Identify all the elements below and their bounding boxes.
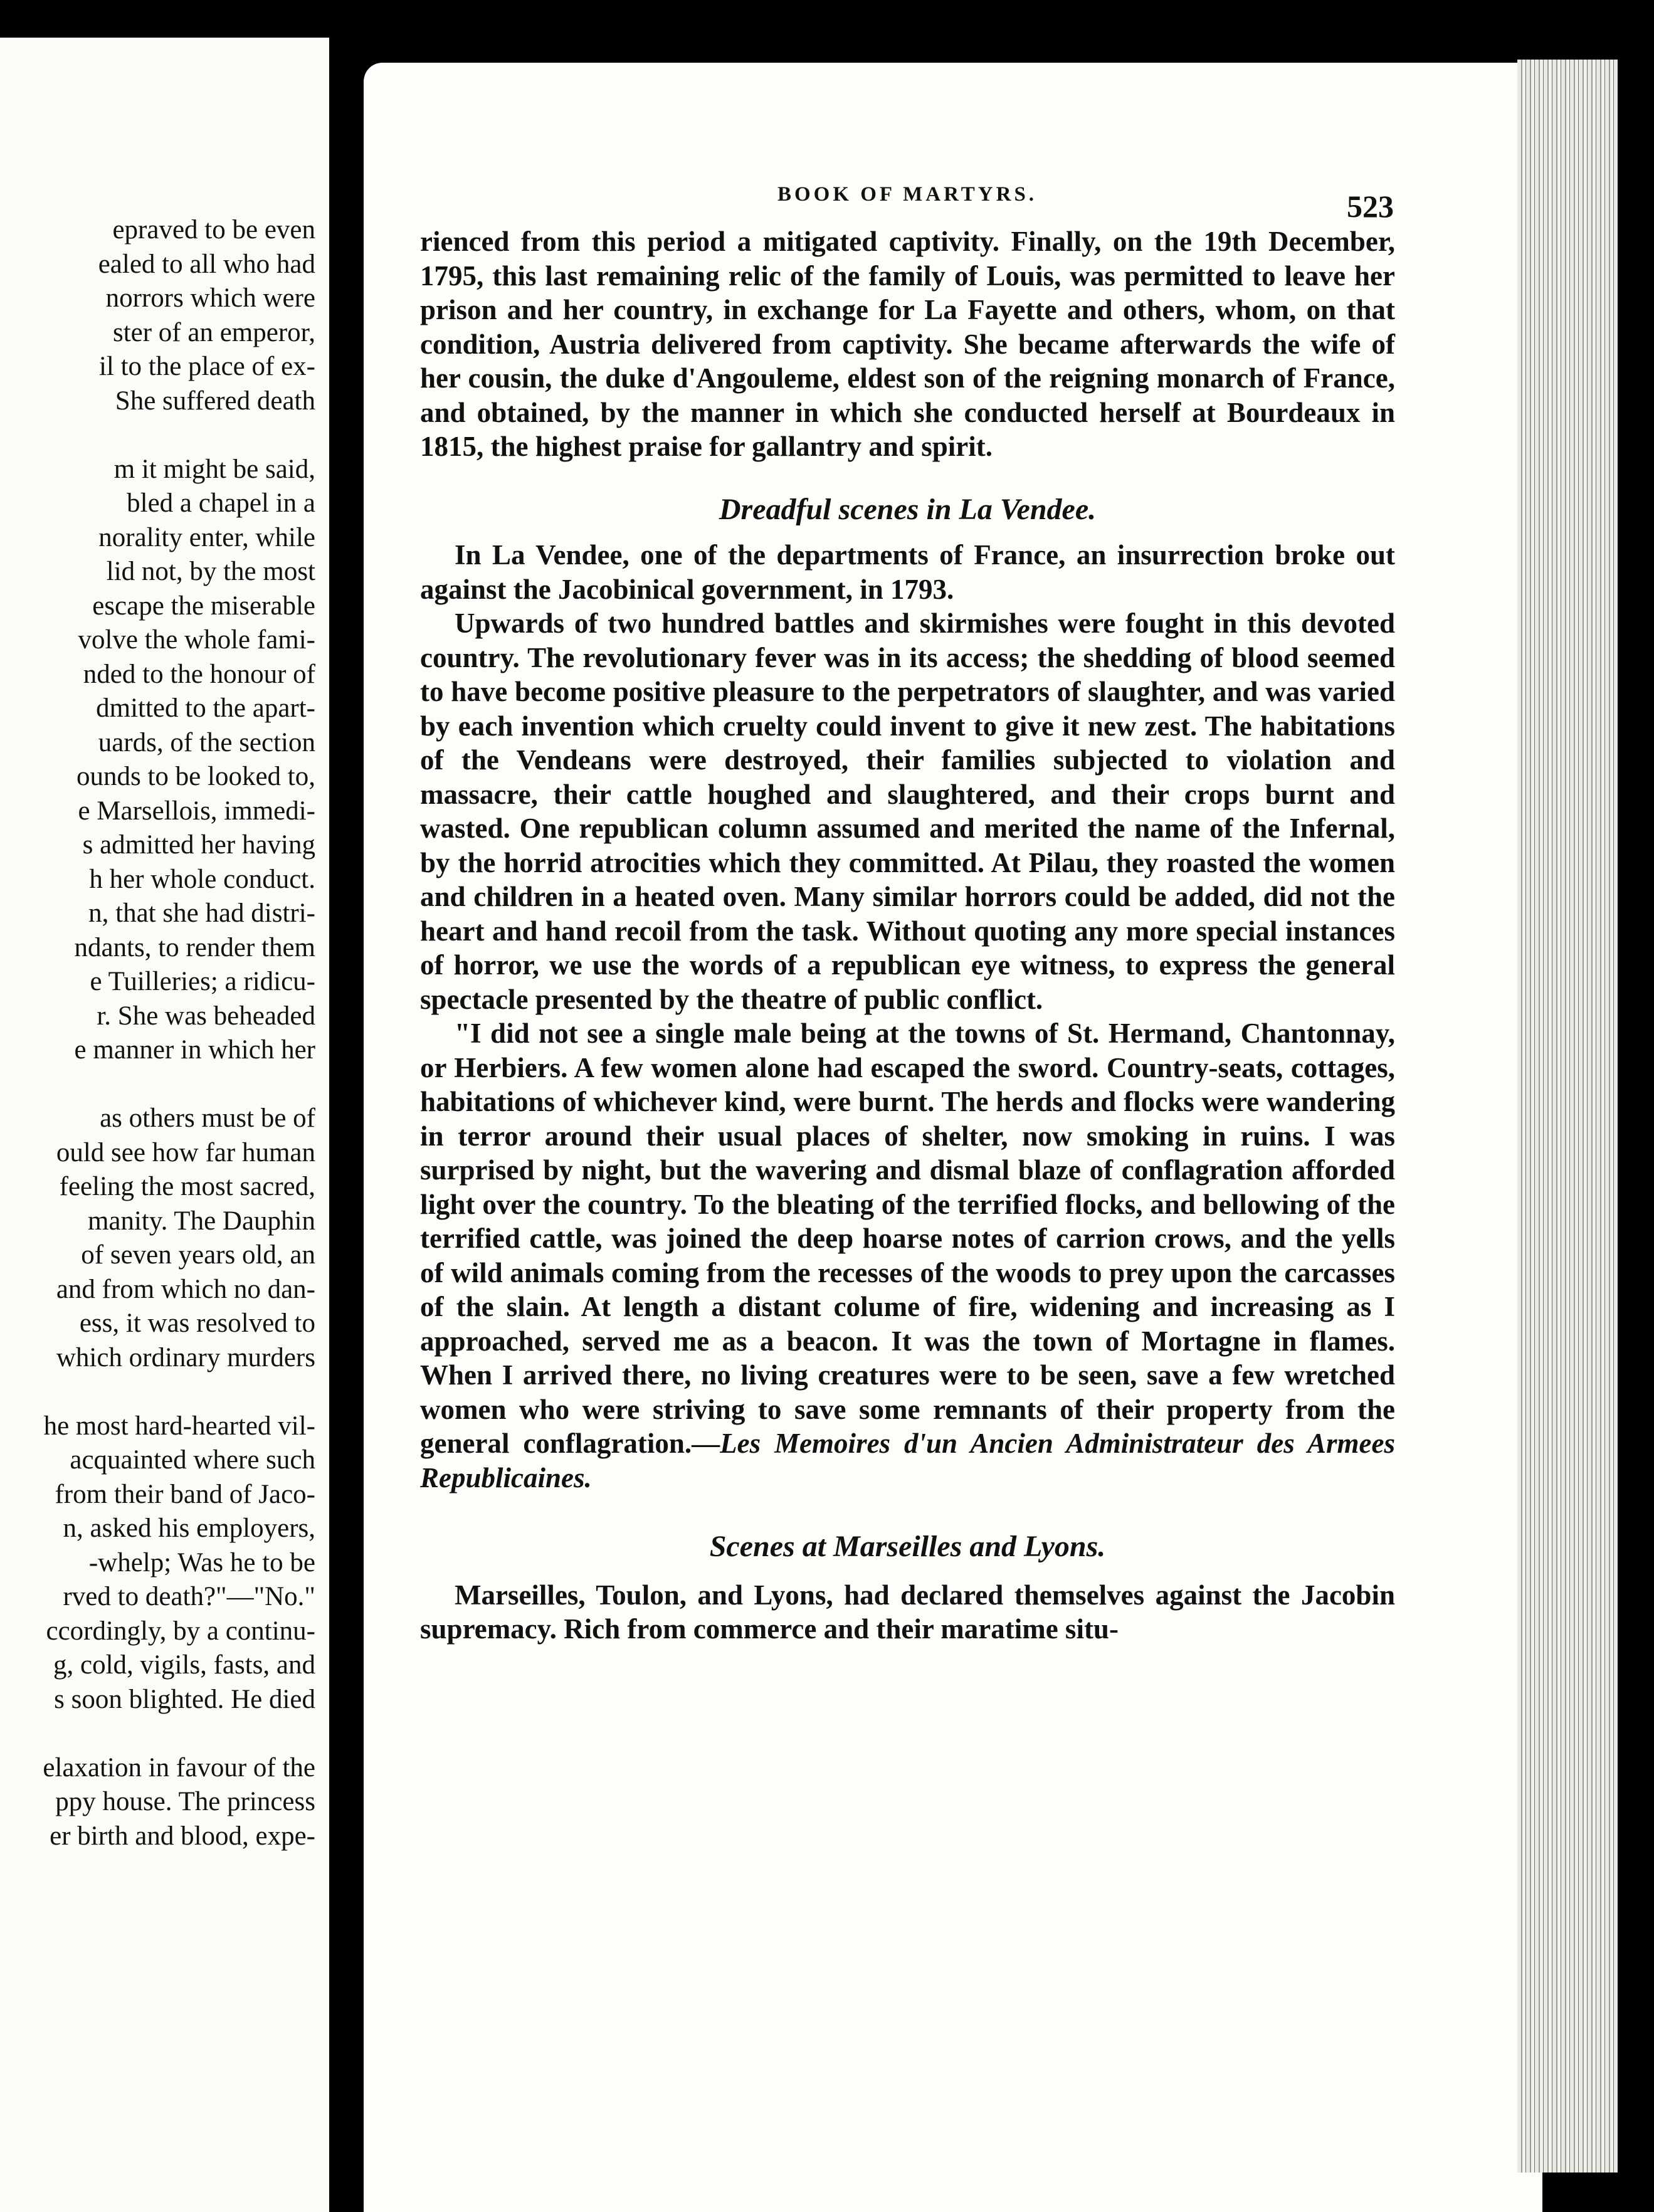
- left-page-gap: [0, 1068, 315, 1102]
- left-page-line: g, cold, vigils, fasts, and: [53, 1650, 315, 1680]
- left-page-gap: [0, 1717, 315, 1751]
- left-page-line: ppy house. The princess: [55, 1787, 315, 1816]
- left-page-line: from their band of Jaco-: [55, 1479, 315, 1509]
- left-page-line: as others must be of: [100, 1103, 315, 1133]
- left-page-line: n, asked his employers,: [63, 1514, 315, 1543]
- left-page-line: ould see how far human: [56, 1137, 315, 1167]
- left-page-line: ster of an emperor,: [112, 317, 315, 347]
- left-page-line: e Tuilleries; a ridicu-: [90, 967, 315, 996]
- left-page-gap: [0, 418, 315, 453]
- left-page-line: ndants, to render them: [74, 932, 315, 962]
- left-page-line: dmitted to the apart-: [96, 693, 315, 723]
- left-page-line: norrors which were: [105, 283, 315, 313]
- left-page-line: e manner in which her: [74, 1035, 315, 1065]
- left-page-line: he most hard-hearted vil-: [43, 1411, 315, 1441]
- left-page-line: and from which no dan-: [56, 1274, 315, 1304]
- left-page-line: She suffered death: [115, 386, 315, 416]
- left-page-line: feeling the most sacred,: [59, 1172, 315, 1201]
- left-page-line: escape the miserable: [92, 591, 315, 621]
- left-page-line: norality enter, while: [98, 522, 315, 552]
- left-page: [0, 38, 329, 2212]
- section-heading-marseilles: Scenes at Marseilles and Lyons.: [709, 1530, 1106, 1563]
- left-page-line: n, that she had distri-: [88, 898, 315, 928]
- left-page-line: ealed to all who had: [98, 249, 315, 279]
- left-page-line: ess, it was resolved to: [79, 1309, 315, 1338]
- left-page-line: bled a chapel in a: [127, 488, 315, 518]
- page-edges: [1517, 60, 1618, 2172]
- left-page-line: lid not, by the most: [106, 557, 315, 586]
- left-page-text: [0, 213, 315, 1853]
- section-heading-la-vendee: Dreadful scenes in La Vendee.: [719, 492, 1097, 526]
- left-page-line: nded to the honour of: [83, 659, 315, 689]
- left-page-line: er birth and blood, expe-: [50, 1821, 315, 1851]
- left-page-line: m it might be said,: [113, 454, 315, 484]
- left-page-line: e Marsellois, immedi-: [78, 796, 315, 826]
- left-page-line: -whelp; Was he to be: [88, 1547, 315, 1577]
- left-page-line: epraved to be even: [112, 215, 315, 245]
- left-page-line: elaxation in favour of the: [43, 1752, 315, 1783]
- left-page-line: ccordingly, by a continu-: [46, 1616, 315, 1646]
- left-page-line: of seven years old, an: [81, 1240, 315, 1270]
- left-page-line: uards, of the section: [98, 727, 315, 757]
- left-page-line: s soon blighted. He died: [54, 1684, 315, 1714]
- left-page-line: volve the whole fami-: [78, 625, 315, 655]
- page-number: 523: [1347, 189, 1394, 224]
- book-gutter: [329, 38, 364, 2212]
- quote-text: "I did not see a single male being at the towns of St. Hermand, Chantonnay, or Herbiers. A few women alone had escaped the sword. Country-seats, cottages, habitations of whichever kind, were burnt. The herds and flocks were wandering in terror around their usual places of shelter, now smoking in ruins. I was surprised by night, but the wavering and dismal blaze of conflagration afforded light over the country. To the bleating of the terrified flocks, and bellowing of the terrified cattle, was joined the deep hoarse notes of carrion crows, and the yells of wild animals coming from the recesses of the woods to prey upon the carcasses of the slain. At length a distant colume of fire, widening and increasing as I approached, served me as a beacon. It was the town of Mortagne in flames. When I arrived there, no living creatures were to be seen, save a few wretched women who were striving to save some remnants of their property from the general conflagration.—: [420, 1018, 1395, 1459]
- left-page-gap: [0, 1375, 315, 1409]
- left-page-line: acquainted where such: [70, 1445, 315, 1475]
- paragraph-insurrection: In La Vendee, one of the departments of France, an insurrection broke out against the Jacobinical government, in 1793.: [420, 539, 1395, 605]
- left-page-line: h her whole conduct.: [89, 864, 315, 894]
- paragraph-battles: Upwards of two hundred battles and skirmishes were fought in this devoted country. The revolutionary fever was in its access; the shedding of blood seemed to have become positive pleasure to the perpetrators of slaughter, and was varied by each invention which cruelty could invent to give it new zest. The habitations of the Vendeans were destroyed, their families subjected to violation and massacre, their cattle houghed and slaughtered, and their crops burnt and wasted. One republican column assumed and merited the name of the Infernal, by the horrid atrocities which they committed. At Pilau, they roasted the women and children in a heated oven. Many similar horrors could be added, did not the heart and hand recoil from the task. Without quoting any more special instances of horror, we use the words of a republican eye witness, to express the general spectacle presented by the theatre of public conflict.: [420, 608, 1395, 1015]
- quote-paragraph: [420, 1016, 1395, 1495]
- left-page-line: il to the place of ex-: [98, 352, 315, 381]
- paragraph-marseilles: Marseilles, Toulon, and Lyons, had declared themselves against the Jacobin supremacy. Rich from commerce and their maratime situ-: [420, 1579, 1395, 1645]
- main-text-column: [420, 224, 1395, 1646]
- left-page-line: ounds to be looked to,: [76, 762, 315, 791]
- quote-citation: Les Memoires d'un Ancien Administrateur des Armees Republicaines.: [420, 1428, 1395, 1493]
- left-page-line: s admitted her having: [82, 830, 315, 860]
- running-head: BOOK OF MARTYRS.: [777, 183, 1038, 206]
- opening-paragraph: rienced from this period a mitigated captivity. Finally, on the 19th December, 1795, this last remaining relic of the family of Louis, was permitted to leave her prison and her country, in exchange for La Fayette and others, whom, on that condition, Austria delivered from captivity. She became afterwards the wife of her cousin, the duke d'Angouleme, eldest son of the reigning monarch of France, and obtained, by the manner in which she conducted herself at Bourdeaux in 1815, the highest praise for gallantry and spirit.: [420, 226, 1395, 462]
- left-page-line: which ordinary murders: [56, 1342, 315, 1372]
- left-page-line: rved to death?"—"No.": [63, 1582, 315, 1611]
- left-page-line: r. She was beheaded: [97, 1001, 315, 1031]
- left-page-line: manity. The Dauphin: [87, 1206, 315, 1236]
